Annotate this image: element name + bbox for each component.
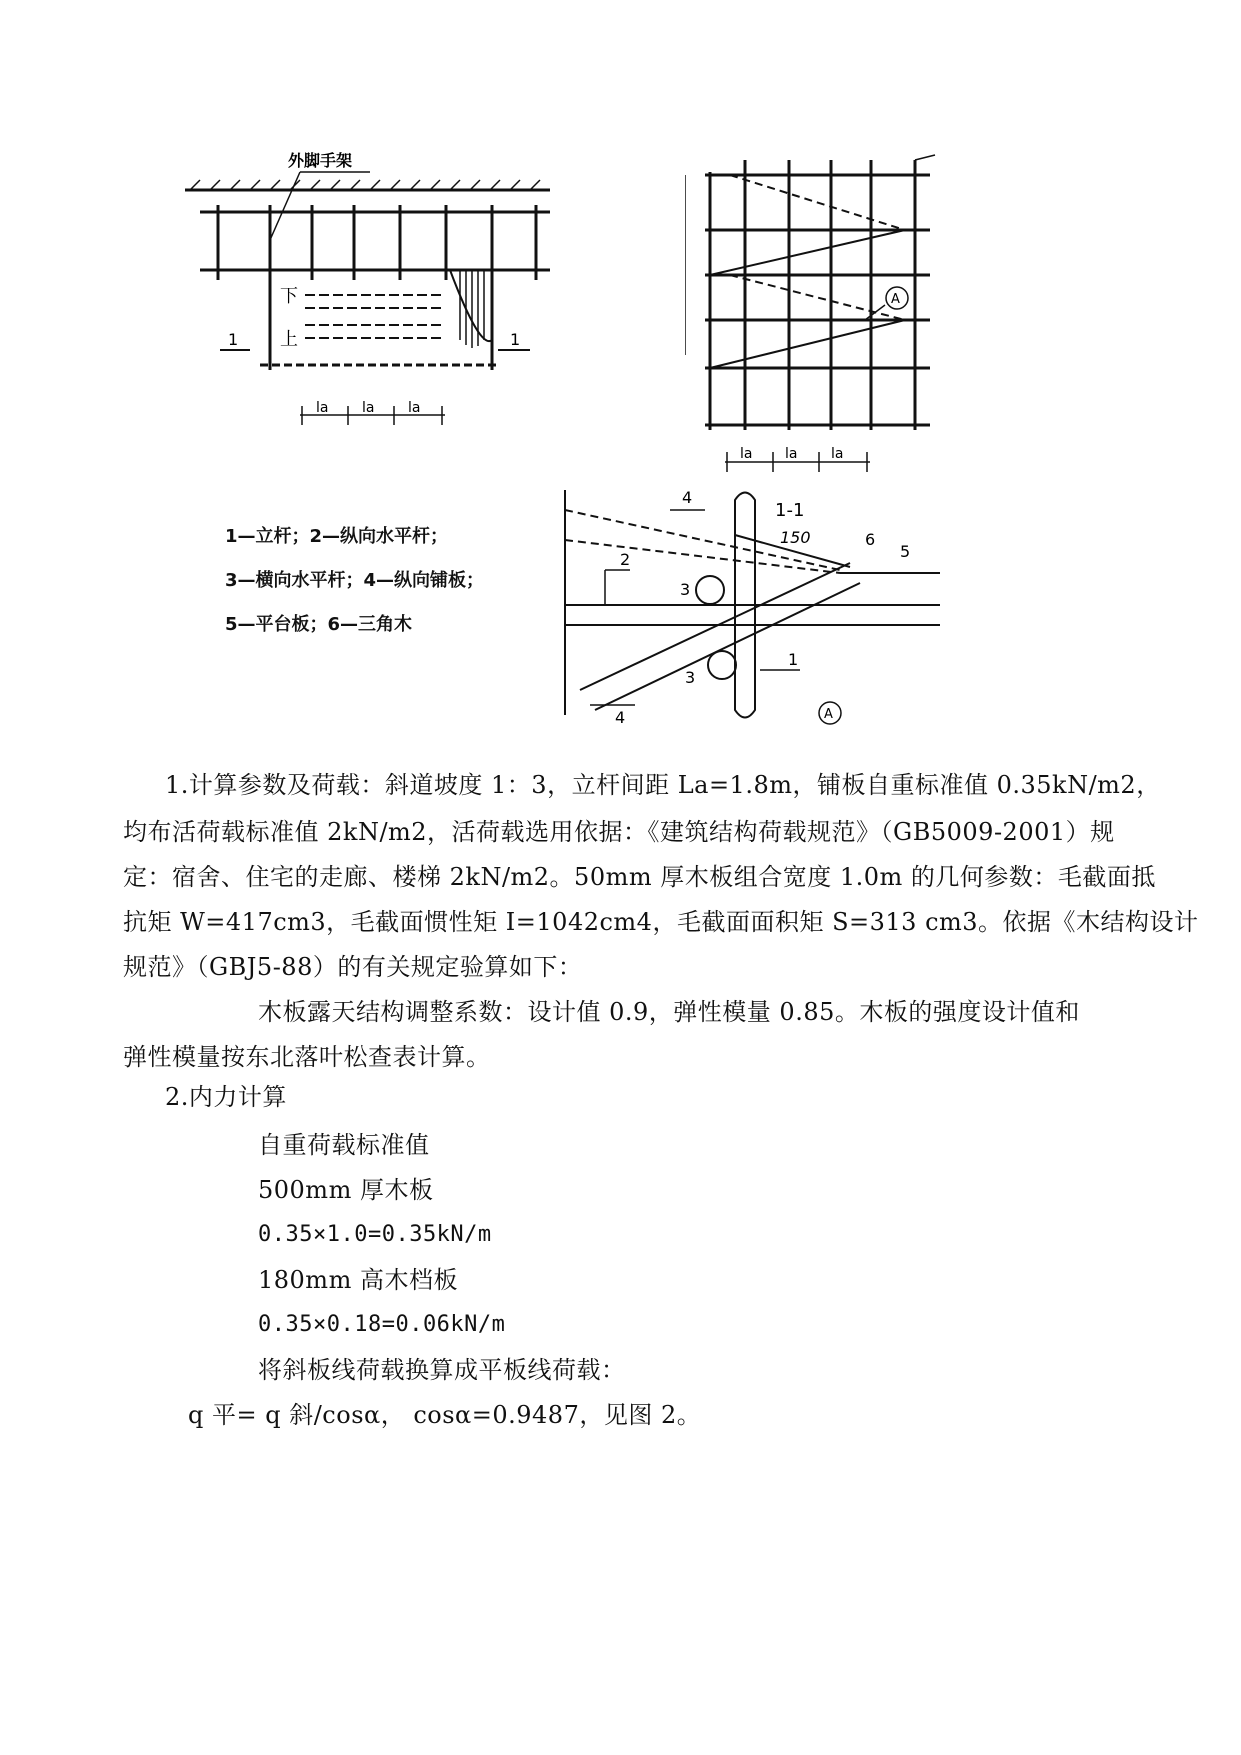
callout-a-detail: A [824, 707, 833, 722]
detail-label-1: 1 [788, 650, 799, 669]
section-dim-1: la [740, 446, 753, 462]
detail-label-5: 5 [900, 542, 911, 561]
p1-line-4: 抗矩 W=417cm3，毛截面惯性矩 I=1042cm4，毛截面面积矩 S=313 cm3。依据《木结构设计 [123, 908, 1199, 936]
p1-line-3: 定：宿舍、住宅的走廊、楼梯 2kN/m2。50mm 厚木板组合宽度 1.0m 的几何参数：毛截面抵 [123, 863, 1156, 891]
calc-line-6: 将斜板线荷载换算成平板线荷载： [258, 1356, 626, 1384]
calc-line-3: 0.35×1.0=0.35kN/m [258, 1222, 492, 1247]
detail-label-3-top: 3 [680, 580, 691, 599]
dim-label-1: la [316, 400, 329, 416]
calc-line-5: 0.35×0.18=0.06kN/m [258, 1312, 506, 1337]
section-mark-right: 1 [510, 330, 521, 349]
label-up: 上 [280, 329, 298, 350]
detail-label-6: 6 [865, 530, 876, 549]
dim-label-2: la [362, 400, 375, 416]
detail-label-2: 2 [620, 550, 631, 569]
figure-detail-a [560, 485, 950, 735]
p2-line-2: 弹性模量按东北落叶松查表计算。 [123, 1043, 491, 1071]
detail-label-4-top: 4 [682, 488, 693, 507]
callout-a-section: A [891, 292, 900, 307]
section-dim-2: la [785, 446, 798, 462]
legend-line-2: 3—横向水平杆；4—纵向铺板； [225, 570, 485, 591]
section-mark-left: 1 [228, 330, 239, 349]
calc-line-2: 500mm 厚木板 [258, 1176, 434, 1204]
label-scaffold: 外脚手架 [288, 151, 353, 170]
detail-label-3-bottom: 3 [685, 668, 696, 687]
figure-legend [225, 515, 555, 647]
label-down: 下 [280, 286, 298, 307]
p1-line-1: 1.计算参数及荷载：斜道坡度 1：3，立杆间距 La=1.8m，铺板自重标准值 0.35kN/m2， [165, 771, 1161, 799]
formula-line: q 平= q 斜/cosα， cosα=0.9487，见图 2。 [188, 1401, 702, 1429]
p2-line-1: 木板露天结构调整系数：设计值 0.9，弹性模量 0.85。木板的强度设计值和 [258, 998, 1080, 1026]
heading-internal-force: 2.内力计算 [165, 1083, 287, 1111]
section-title: 1-1 [775, 500, 805, 520]
figure-section-1-1 [685, 140, 1045, 520]
legend-line-1: 1—立杆；2—纵向水平杆； [225, 526, 449, 547]
calc-line-4: 180mm 高木档板 [258, 1266, 458, 1294]
detail-label-4-bottom: 4 [615, 708, 626, 727]
section-dim-3: la [831, 446, 844, 462]
legend-line-3: 5—平台板；6—三角木 [225, 614, 413, 635]
p1-line-2: 均布活荷载标准值 2kN/m2，活荷载选用依据：《建筑结构荷载规范》（GB5009-2001）规 [123, 818, 1115, 846]
figure-ramp-plan [180, 140, 620, 440]
detail-label-150: 150 [780, 528, 811, 547]
calc-line-1: 自重荷载标准值 [258, 1131, 430, 1159]
p1-line-5: 规范》（GBJ5-88）的有关规定验算如下： [123, 953, 583, 981]
dim-label-3: la [408, 400, 421, 416]
